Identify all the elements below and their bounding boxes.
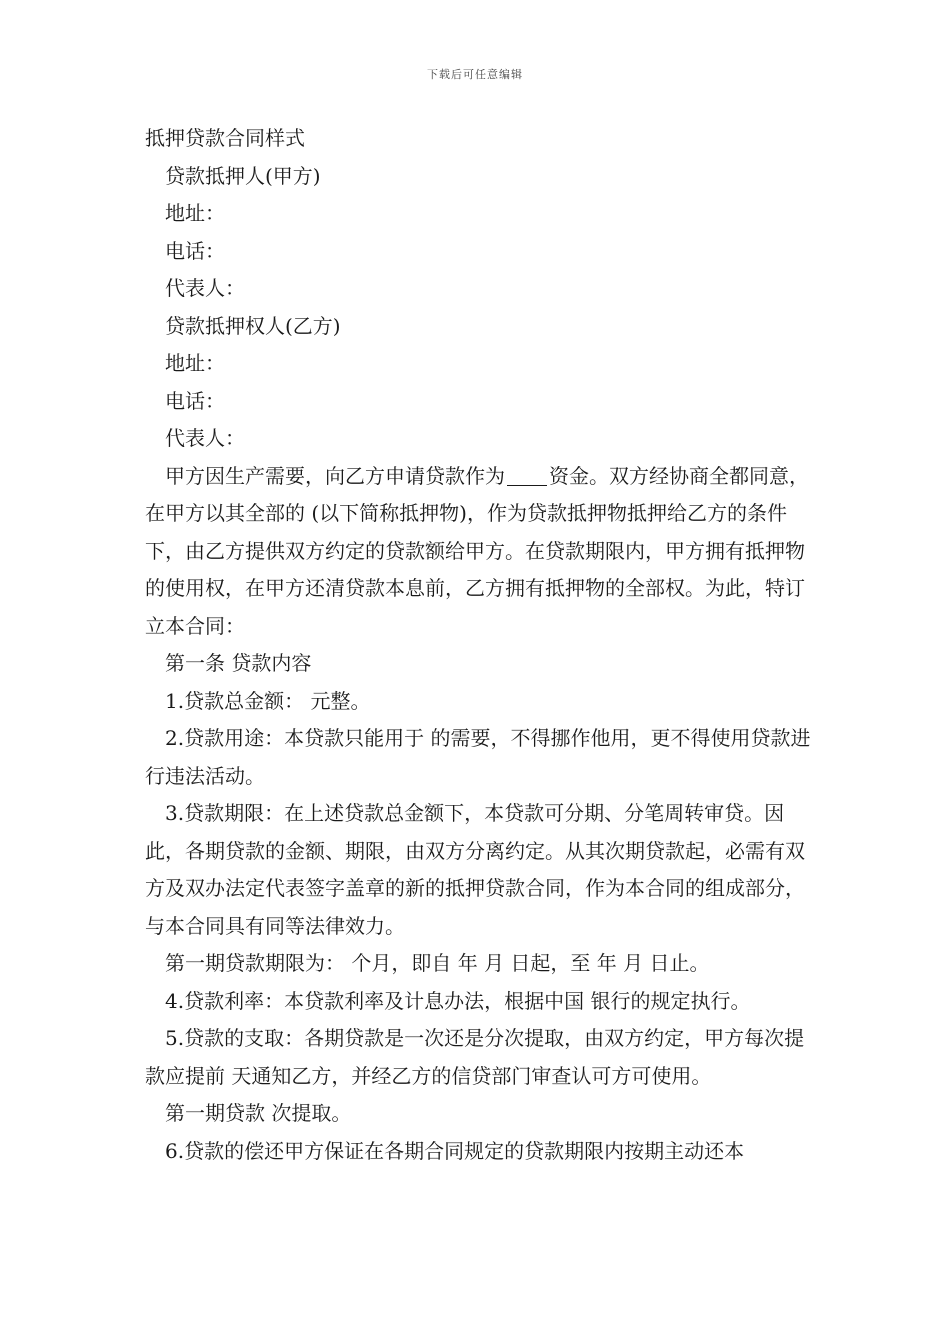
clause-1: 1.贷款总金额： 元整。 bbox=[165, 688, 371, 713]
document-title: 抵押贷款合同样式 bbox=[145, 126, 305, 150]
preamble-text-1: 甲方因生产需要，向乙方申请贷款作为 bbox=[165, 463, 505, 488]
party-a-heading: 贷款抵押人(甲方) bbox=[165, 163, 321, 188]
party-b-phone: 电话： bbox=[165, 388, 225, 413]
preamble-text-2: 资金。双方经协商全都同意，在甲方以其全部的 (以下简称抵押物)，作为贷款抵押物抵押给乙方的条件下，由乙方提供双方约定的贷款额给甲方。在贷款期限内，甲方拥有抵押物的使用权，在甲方还清贷款本息前，乙方拥有抵押物的全部权。为此，特订立本合同： bbox=[145, 463, 809, 638]
clause-6: 6.贷款的偿还甲方保证在各期合同规定的贷款期限内按期主动还本 bbox=[165, 1138, 745, 1163]
clause-5-sub: 第一期贷款 次提取。 bbox=[165, 1101, 352, 1125]
party-a-address: 地址： bbox=[165, 201, 225, 225]
header-note: 下载后可任意编辑 bbox=[427, 68, 523, 81]
party-a-representative: 代表人： bbox=[165, 276, 245, 300]
preamble-paragraph bbox=[145, 458, 815, 646]
party-b-address: 地址： bbox=[165, 351, 225, 375]
fill-blank-line bbox=[507, 465, 547, 486]
clause-3-sub: 第一期贷款期限为： 个月，即自 年 月 日起，至 年 月 日止。 bbox=[165, 951, 710, 975]
party-b-representative: 代表人： bbox=[165, 426, 245, 450]
document-body bbox=[145, 120, 815, 1170]
party-b-heading: 贷款抵押权人(乙方) bbox=[165, 313, 341, 338]
party-a-phone: 电话： bbox=[165, 238, 225, 263]
clause-3: 3.贷款期限：在上述贷款总金额下，本贷款可分期、分笔周转审贷。因此，各期贷款的金额、期限，由双方分离约定。从其次期贷款起，必需有双方及双办法定代表签字盖章的新的抵押贷款合同，作为本合同的组成部分，与本合同具有同等法律效力。 bbox=[145, 801, 805, 938]
article-1-heading: 第一条 贷款内容 bbox=[165, 651, 312, 675]
clause-2: 2.贷款用途：本贷款只能用于 的需要，不得挪作他用，更不得使用贷款进行违法活动。 bbox=[145, 726, 811, 788]
clause-5: 5.贷款的支取：各期贷款是一次还是分次提取，由双方约定，甲方每次提款应提前 天通知乙方，并经乙方的信贷部门审查认可方可使用。 bbox=[145, 1026, 805, 1088]
clause-4: 4.贷款利率：本贷款利率及计息办法，根据中国 银行的规定执行。 bbox=[165, 988, 751, 1013]
